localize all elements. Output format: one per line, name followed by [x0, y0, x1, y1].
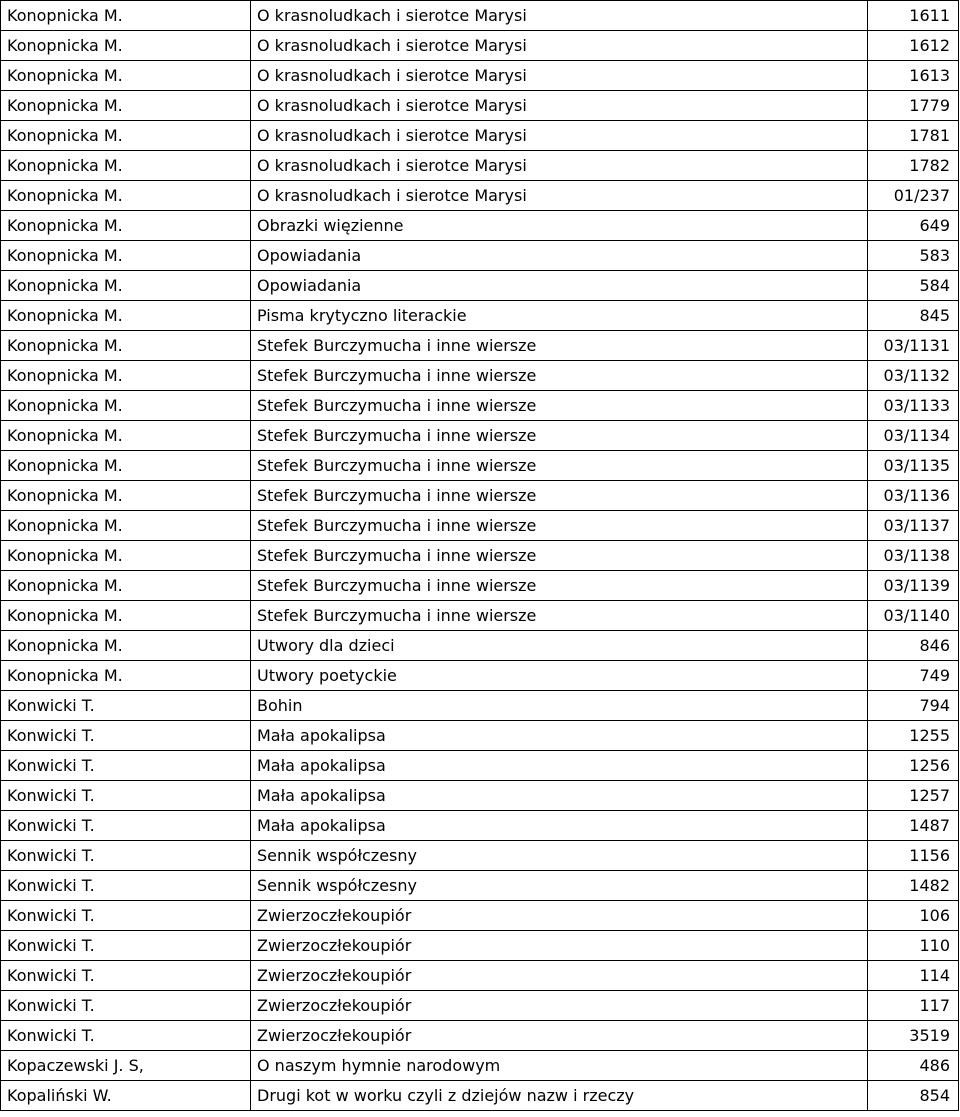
catalog-number-cell: 03/1135: [868, 451, 959, 481]
catalog-number-cell: 1482: [868, 871, 959, 901]
table-row: [1, 541, 959, 571]
table-row: [1, 301, 959, 331]
title-cell: Obrazki więzienne: [251, 211, 868, 241]
author-cell: Konopnicka M.: [1, 391, 251, 421]
title-cell: Zwierzoczłekoupiór: [251, 991, 868, 1021]
title-cell: Stefek Burczymucha i inne wiersze: [251, 511, 868, 541]
table-row: [1, 571, 959, 601]
author-cell: Konopnicka M.: [1, 631, 251, 661]
author-cell: Konopnicka M.: [1, 91, 251, 121]
title-cell: O krasnoludkach i sierotce Marysi: [251, 181, 868, 211]
title-cell: O krasnoludkach i sierotce Marysi: [251, 121, 868, 151]
table-row: [1, 721, 959, 751]
catalog-number-cell: 583: [868, 241, 959, 271]
title-cell: Stefek Burczymucha i inne wiersze: [251, 571, 868, 601]
table-row: [1, 871, 959, 901]
catalog-number-cell: 01/237: [868, 181, 959, 211]
catalog-number-cell: 03/1134: [868, 421, 959, 451]
author-cell: Konwicki T.: [1, 871, 251, 901]
author-cell: Konwicki T.: [1, 991, 251, 1021]
author-cell: Konwicki T.: [1, 961, 251, 991]
title-cell: O krasnoludkach i sierotce Marysi: [251, 91, 868, 121]
author-cell: Konwicki T.: [1, 841, 251, 871]
table-row: [1, 901, 959, 931]
table-row: [1, 661, 959, 691]
title-cell: Opowiadania: [251, 241, 868, 271]
table-row: [1, 361, 959, 391]
author-cell: Konopnicka M.: [1, 481, 251, 511]
table-row: [1, 811, 959, 841]
author-cell: Konopnicka M.: [1, 601, 251, 631]
title-cell: O naszym hymnie narodowym: [251, 1051, 868, 1081]
catalog-number-cell: 846: [868, 631, 959, 661]
author-cell: Konwicki T.: [1, 811, 251, 841]
table-row: [1, 451, 959, 481]
title-cell: Bohin: [251, 691, 868, 721]
table-row: [1, 271, 959, 301]
table-row: [1, 481, 959, 511]
table-row: [1, 691, 959, 721]
title-cell: Sennik współczesny: [251, 841, 868, 871]
table-row: [1, 61, 959, 91]
title-cell: Utwory dla dzieci: [251, 631, 868, 661]
author-cell: Konopnicka M.: [1, 511, 251, 541]
title-cell: Stefek Burczymucha i inne wiersze: [251, 421, 868, 451]
author-cell: Konopnicka M.: [1, 661, 251, 691]
catalog-number-cell: 1611: [868, 1, 959, 31]
title-cell: O krasnoludkach i sierotce Marysi: [251, 31, 868, 61]
table-row: [1, 961, 959, 991]
catalog-number-cell: 1612: [868, 31, 959, 61]
table-row: [1, 181, 959, 211]
catalog-number-cell: 1779: [868, 91, 959, 121]
table-row: [1, 121, 959, 151]
catalog-number-cell: 3519: [868, 1021, 959, 1051]
title-cell: Mała apokalipsa: [251, 811, 868, 841]
catalog-number-cell: 117: [868, 991, 959, 1021]
catalog-number-cell: 106: [868, 901, 959, 931]
title-cell: Stefek Burczymucha i inne wiersze: [251, 601, 868, 631]
author-cell: Konopnicka M.: [1, 181, 251, 211]
catalog-number-cell: 1255: [868, 721, 959, 751]
author-cell: Konwicki T.: [1, 721, 251, 751]
table-row: [1, 421, 959, 451]
catalog-number-cell: 845: [868, 301, 959, 331]
author-cell: Konwicki T.: [1, 781, 251, 811]
catalog-number-cell: 03/1132: [868, 361, 959, 391]
author-cell: Konopnicka M.: [1, 421, 251, 451]
catalog-number-cell: 854: [868, 1081, 959, 1111]
table-row: [1, 331, 959, 361]
catalog-number-cell: 114: [868, 961, 959, 991]
title-cell: Drugi kot w worku czyli z dziejów nazw i rzeczy: [251, 1081, 868, 1111]
author-cell: Konopnicka M.: [1, 571, 251, 601]
table-row: [1, 391, 959, 421]
table-row: [1, 91, 959, 121]
catalog-number-cell: 794: [868, 691, 959, 721]
author-cell: Konwicki T.: [1, 931, 251, 961]
author-cell: Konopnicka M.: [1, 241, 251, 271]
catalog-number-cell: 1256: [868, 751, 959, 781]
author-cell: Konopnicka M.: [1, 301, 251, 331]
author-cell: Kopaczewski J. S,: [1, 1051, 251, 1081]
table-row: [1, 781, 959, 811]
title-cell: Opowiadania: [251, 271, 868, 301]
title-cell: O krasnoludkach i sierotce Marysi: [251, 1, 868, 31]
title-cell: Stefek Burczymucha i inne wiersze: [251, 391, 868, 421]
author-cell: Konopnicka M.: [1, 361, 251, 391]
author-cell: Konopnicka M.: [1, 211, 251, 241]
title-cell: Zwierzoczłekoupiór: [251, 1021, 868, 1051]
table-row: [1, 631, 959, 661]
catalog-number-cell: 03/1133: [868, 391, 959, 421]
catalog-number-cell: 649: [868, 211, 959, 241]
title-cell: Zwierzoczłekoupiór: [251, 931, 868, 961]
catalog-number-cell: 1487: [868, 811, 959, 841]
author-cell: Konwicki T.: [1, 691, 251, 721]
author-cell: Konopnicka M.: [1, 451, 251, 481]
catalog-number-cell: 03/1136: [868, 481, 959, 511]
catalog-number-cell: 749: [868, 661, 959, 691]
catalog-number-cell: 03/1137: [868, 511, 959, 541]
catalog-body: [1, 1, 959, 1111]
author-cell: Konopnicka M.: [1, 151, 251, 181]
catalog-number-cell: 584: [868, 271, 959, 301]
title-cell: O krasnoludkach i sierotce Marysi: [251, 61, 868, 91]
catalog-number-cell: 03/1131: [868, 331, 959, 361]
title-cell: Stefek Burczymucha i inne wiersze: [251, 361, 868, 391]
title-cell: Stefek Burczymucha i inne wiersze: [251, 541, 868, 571]
author-cell: Konwicki T.: [1, 1021, 251, 1051]
title-cell: Mała apokalipsa: [251, 781, 868, 811]
catalog-number-cell: 486: [868, 1051, 959, 1081]
catalog-number-cell: 03/1139: [868, 571, 959, 601]
author-cell: Konopnicka M.: [1, 121, 251, 151]
author-cell: Kopaliński W.: [1, 1081, 251, 1111]
table-row: [1, 511, 959, 541]
table-row: [1, 31, 959, 61]
author-cell: Konopnicka M.: [1, 1, 251, 31]
table-row: [1, 241, 959, 271]
table-row: [1, 151, 959, 181]
author-cell: Konopnicka M.: [1, 271, 251, 301]
table-row: [1, 211, 959, 241]
title-cell: Pisma krytyczno literackie: [251, 301, 868, 331]
table-row: [1, 991, 959, 1021]
author-cell: Konopnicka M.: [1, 331, 251, 361]
title-cell: Mała apokalipsa: [251, 751, 868, 781]
catalog-number-cell: 03/1140: [868, 601, 959, 631]
author-cell: Konopnicka M.: [1, 31, 251, 61]
table-row: [1, 931, 959, 961]
title-cell: O krasnoludkach i sierotce Marysi: [251, 151, 868, 181]
title-cell: Zwierzoczłekoupiór: [251, 961, 868, 991]
catalog-number-cell: 1257: [868, 781, 959, 811]
table-row: [1, 1081, 959, 1111]
catalog-number-cell: 03/1138: [868, 541, 959, 571]
table-row: [1, 1, 959, 31]
catalog-number-cell: 110: [868, 931, 959, 961]
table-row: [1, 1021, 959, 1051]
catalog-number-cell: 1782: [868, 151, 959, 181]
title-cell: Stefek Burczymucha i inne wiersze: [251, 451, 868, 481]
title-cell: Stefek Burczymucha i inne wiersze: [251, 481, 868, 511]
title-cell: Sennik współczesny: [251, 871, 868, 901]
table-row: [1, 1051, 959, 1081]
author-cell: Konwicki T.: [1, 901, 251, 931]
table-row: [1, 601, 959, 631]
author-cell: Konopnicka M.: [1, 541, 251, 571]
author-cell: Konwicki T.: [1, 751, 251, 781]
catalog-number-cell: 1781: [868, 121, 959, 151]
table-row: [1, 841, 959, 871]
author-cell: Konopnicka M.: [1, 61, 251, 91]
title-cell: Mała apokalipsa: [251, 721, 868, 751]
title-cell: Zwierzoczłekoupiór: [251, 901, 868, 931]
catalog-number-cell: 1613: [868, 61, 959, 91]
table-row: [1, 751, 959, 781]
title-cell: Utwory poetyckie: [251, 661, 868, 691]
catalog-number-cell: 1156: [868, 841, 959, 871]
title-cell: Stefek Burczymucha i inne wiersze: [251, 331, 868, 361]
